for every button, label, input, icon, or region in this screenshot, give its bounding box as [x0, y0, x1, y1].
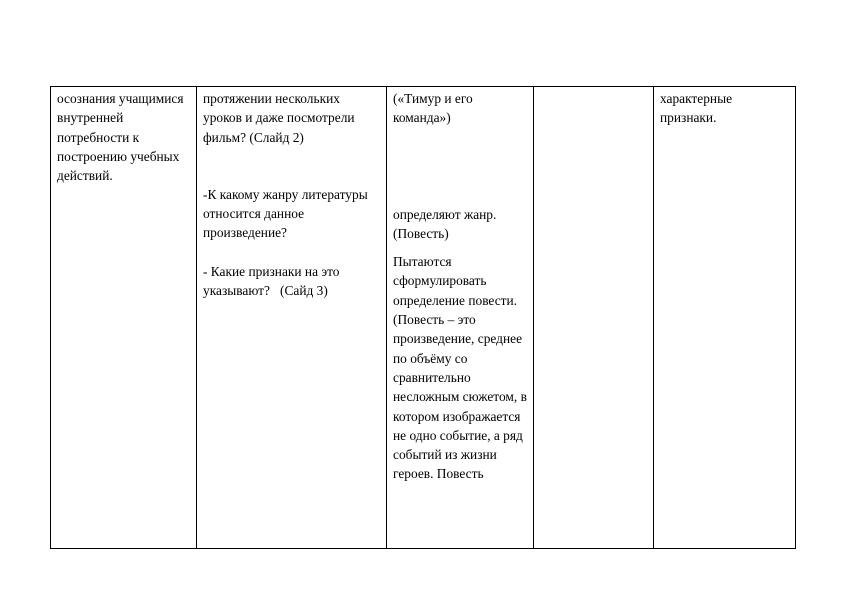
spacer: [393, 128, 528, 205]
table-cell-teacher: [197, 87, 387, 549]
cell-text: осознания учащимися внутренней потребности к построению учебных действий.: [57, 91, 184, 184]
teacher-paragraph-3: - Какие признаки на это указывают? (Сайд 3): [203, 263, 343, 299]
table-cell-result: [654, 87, 796, 549]
student-paragraph-3: Пытаются сформулировать определение повести.: [393, 254, 518, 308]
table-cell-empty: [534, 87, 654, 549]
table-cell-students: [387, 87, 534, 549]
table-cell-goal: [51, 87, 197, 549]
lesson-table: [50, 86, 796, 549]
table-row: [51, 87, 796, 549]
student-paragraph-4: (Повесть – это произведение, среднее по объёму со сравнительно несложным сюжетом, в котором изображается не одно событие, а ряд событий из жизни героев. Повесть: [393, 312, 527, 482]
student-paragraph-2: определяют жанр. (Повесть): [393, 206, 497, 241]
teacher-paragraph-2: -К какому жанру литературы относится данное произведение?: [203, 186, 372, 241]
spacer: [203, 243, 381, 262]
spacer: [393, 243, 528, 252]
cell-text: характерные признаки.: [660, 91, 733, 126]
spacer: [203, 147, 381, 185]
student-paragraph-1: («Тимур и его команда»): [393, 91, 473, 126]
teacher-paragraph-1: протяжении нескольких уроков и даже посмотрели фильм? (Слайд 2): [203, 91, 355, 145]
